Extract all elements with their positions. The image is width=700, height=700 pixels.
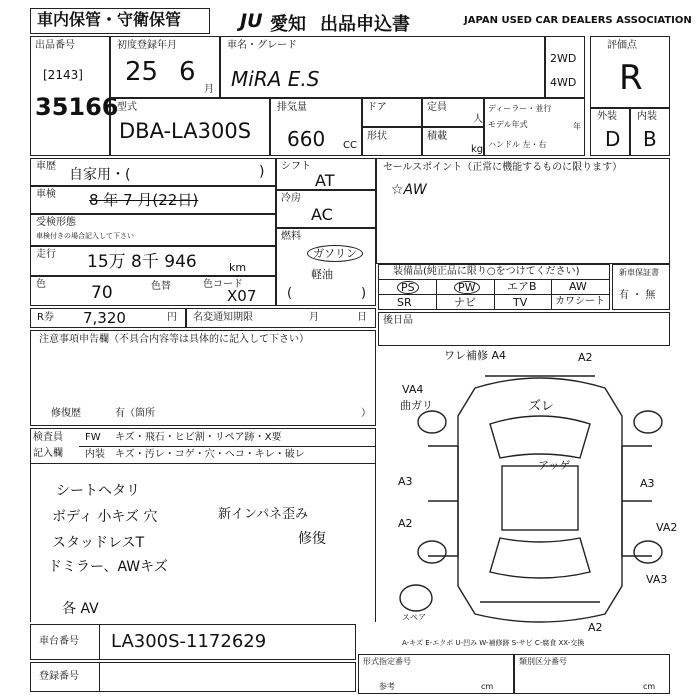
remark-5: 各 AV	[62, 601, 99, 617]
displacement-unit: CC	[343, 140, 357, 151]
recycle-box	[30, 308, 186, 328]
lot-number: 35166	[35, 93, 119, 121]
received-row	[30, 214, 276, 246]
rating-value: R	[619, 58, 643, 98]
windshield	[490, 416, 590, 458]
equipment-label: 装備品(純正品に限り○をつけてください)	[393, 266, 580, 277]
repair-value: 有（箇所	[115, 408, 155, 419]
notes-box	[30, 330, 376, 426]
fuel-paren: (	[287, 286, 293, 301]
capacity-unit: 人	[473, 114, 483, 125]
diagram-label-6: A3	[398, 475, 413, 488]
inspector-row2-items: キズ・汚レ・コゲ・穴・ヘコ・キレ・破レ	[115, 449, 305, 460]
dealer-label: ディーラー・並行	[488, 104, 552, 113]
remark-mid-1: 新インパネ歪み	[218, 507, 309, 522]
exterior-value: D	[605, 127, 621, 151]
model-value: DBA-LA300S	[119, 119, 252, 143]
inspection-label: 車検	[36, 189, 56, 200]
car-outline	[458, 378, 622, 622]
notice-label: 名変通知期限	[193, 312, 253, 323]
diagram-label-9: VA2	[656, 521, 678, 534]
inspector-label-1: 検査員	[33, 432, 63, 443]
equipment-airbag: エアB	[507, 280, 537, 293]
drive-box	[545, 36, 585, 98]
equipment-box	[378, 264, 610, 310]
equipment-sr: SR	[397, 296, 412, 309]
mileage-value: 15万 8千 946	[87, 252, 197, 272]
wheel-front-left	[418, 411, 446, 433]
warranty-box	[612, 264, 670, 310]
form-title: 出品申込書	[320, 14, 410, 35]
diagram-label-3: 曲ガリ	[400, 399, 433, 412]
bracket-no: [2143]	[43, 68, 83, 82]
inspection-row	[30, 186, 276, 214]
car-name-label: 車名・グレード	[227, 40, 297, 51]
notice-box	[186, 308, 376, 328]
repair-close: ）	[361, 408, 371, 419]
rating-mid-divider	[629, 107, 631, 155]
first-reg-month: 6	[179, 57, 196, 87]
ac-label: 冷房	[281, 193, 301, 204]
shift-value: AT	[315, 171, 335, 190]
chassis-label: 車台番号	[39, 636, 79, 647]
wheel-rear-left	[418, 541, 446, 563]
fuel-box	[276, 228, 376, 306]
post-item-label: 後日品	[383, 315, 413, 326]
ac-value: AC	[311, 205, 333, 224]
roof	[502, 466, 578, 530]
class-label: 類別区分番号	[519, 657, 567, 666]
wheel-rear-right	[634, 541, 662, 563]
rating-box	[590, 36, 670, 156]
received-label: 受検形態	[36, 217, 76, 228]
capacity-label: 定員	[427, 102, 447, 113]
equipment-col1	[436, 279, 437, 309]
class-cm: cm	[643, 682, 656, 691]
inspector-box	[30, 428, 376, 464]
recycle-unit: 円	[167, 312, 177, 323]
remark-2: ボディ 小キズ 穴	[52, 509, 158, 525]
inspector-divider	[79, 446, 375, 447]
diagram-label-10: VA3	[646, 573, 668, 586]
remark-mid-2: 修復	[298, 531, 326, 547]
ju-logo: JU	[240, 10, 263, 32]
inspector-row1-label: FW	[85, 432, 101, 443]
model-label: 型式	[117, 102, 137, 113]
notice-month-unit: 月	[309, 312, 319, 323]
inspection-value: 8 年 7 月(22日)	[89, 191, 199, 209]
equipment-aw: AW	[569, 280, 587, 293]
fuel-gas: ガソリン	[307, 245, 363, 262]
diagram-label-8: A3	[640, 477, 655, 490]
warranty-value: 有 ・ 無	[619, 290, 656, 301]
storage-title: 車内保管・守衛保管	[37, 10, 182, 29]
first-reg-unit: 月	[204, 84, 214, 95]
history-label: 車歴	[36, 161, 56, 172]
mileage-unit: km	[229, 261, 247, 274]
first-reg-year: 25	[125, 57, 159, 87]
model-year-unit: 年	[573, 122, 581, 131]
type-ref: 参考	[379, 682, 395, 691]
sales-point-value: ☆AW	[391, 182, 427, 198]
door-label: ドア	[367, 102, 387, 113]
displacement-value: 660	[287, 127, 326, 151]
drive-4wd: 4WD	[550, 76, 577, 89]
color-label: 色	[36, 279, 46, 290]
inspector-label-2: 記入欄	[33, 448, 63, 459]
car-diagram	[390, 346, 690, 646]
mileage-row	[30, 246, 276, 276]
diagram-label-2: VA4	[402, 383, 424, 396]
exterior-label: 外装	[597, 111, 617, 122]
chassis-box	[30, 624, 356, 660]
warranty-label: 新車保証書	[619, 268, 659, 277]
registration-label: 登録番号	[39, 671, 79, 682]
history-close: )	[259, 164, 265, 180]
org-name: 愛知	[270, 14, 306, 35]
equipment-col2	[494, 279, 495, 309]
interior-value: B	[643, 127, 657, 151]
history-row	[30, 158, 276, 186]
car-name-value: MiRA E.S	[231, 67, 320, 91]
recycle-label: R券	[37, 312, 54, 323]
mileage-label: 走行	[36, 249, 56, 260]
load-unit: kg	[471, 144, 484, 155]
equipment-tv: TV	[513, 296, 528, 309]
ac-box	[276, 190, 376, 228]
chassis-value: LA300S-1172629	[111, 631, 267, 652]
post-item-box	[378, 312, 670, 346]
fuel-label: 燃料	[281, 231, 301, 242]
recycle-value: 7,320	[83, 309, 126, 327]
chassis-divider	[99, 625, 100, 659]
notes-label: 注意事項申告欄（不具合内容等は具体的に記入して下さい）	[39, 334, 309, 345]
dealer-box	[484, 98, 585, 156]
wheel-front-right	[634, 411, 662, 433]
handle-label: ハンドル 左・右	[488, 140, 547, 149]
shift-box	[276, 158, 376, 190]
storage-title-box	[30, 8, 210, 34]
shape-box	[362, 127, 422, 156]
model-box	[110, 98, 270, 156]
shift-label: シフト	[281, 161, 311, 172]
equipment-ps: PS	[397, 281, 419, 294]
first-reg-box	[110, 36, 220, 98]
equipment-seat: カワシート	[555, 296, 605, 307]
door-box	[362, 98, 422, 127]
sales-point-box	[376, 158, 670, 264]
diagram-label-0: ワレ補修 A4	[444, 349, 507, 362]
diagram-legend: A-キズ E-エクボ U-凹み W-補修跡 S-サビ C-腐食 XX-交換	[402, 639, 585, 647]
rating-label: 評価点	[607, 40, 637, 51]
repair-label: 修復歴	[51, 408, 81, 419]
type-box	[358, 654, 514, 694]
inspector-row2-label: 内装	[85, 449, 105, 460]
registration-box	[30, 662, 356, 692]
diagram-label-11: A2	[588, 621, 603, 634]
diagram-label-1: A2	[578, 351, 593, 364]
capacity-box	[422, 98, 484, 127]
lot-label: 出品番号	[35, 40, 75, 51]
car-name-box	[220, 36, 545, 98]
diagram-label-5: アッゲ	[538, 459, 571, 472]
color-value: 70	[91, 283, 113, 303]
color-change-label: 色替	[151, 281, 171, 292]
drive-2wd: 2WD	[550, 52, 577, 65]
shape-label: 形状	[367, 131, 387, 142]
class-box	[514, 654, 670, 694]
equipment-pw: PW	[454, 281, 480, 294]
type-label: 形式指定番号	[363, 657, 411, 666]
diagram-label-7: A2	[398, 517, 413, 530]
fuel-diesel: 軽油	[311, 268, 333, 281]
color-code-value: X07	[227, 287, 257, 305]
remark-3: スタッドレスT	[52, 535, 145, 551]
load-box	[422, 127, 484, 156]
registration-divider	[99, 663, 100, 691]
fuel-paren-close: )	[361, 286, 367, 301]
load-label: 積載	[427, 131, 447, 142]
remark-1: シートヘタリ	[56, 483, 140, 499]
equipment-col3	[551, 279, 552, 309]
color-row	[30, 276, 276, 306]
equipment-navi: ナビ	[454, 296, 476, 309]
lot-box	[30, 36, 119, 156]
notice-day-unit: 日	[357, 312, 367, 323]
first-reg-label: 初度登録年月	[117, 40, 177, 51]
displacement-box	[270, 98, 362, 156]
diagram-label-4: ズレ	[528, 399, 555, 414]
history-value: 自家用・(	[69, 167, 131, 183]
spare-label: スペア	[402, 613, 426, 622]
color-code-label: 色コード	[203, 279, 243, 290]
spare-tire	[400, 585, 432, 611]
received-note: 車検付きの場合記入して下さい	[36, 232, 134, 240]
model-year-label: モデル年式	[488, 120, 528, 129]
remark-4: ドミラー、AWキズ	[48, 559, 168, 575]
type-cm: cm	[481, 682, 494, 691]
rear-window	[490, 538, 590, 578]
association-name: JAPAN USED CAR DEALERS ASSOCIATION	[464, 15, 692, 26]
inspector-row1-items: キズ・飛石・ヒビ割・リペア跡・X要	[115, 432, 282, 443]
interior-label: 内装	[637, 111, 657, 122]
displacement-label: 排気量	[277, 102, 307, 113]
sales-point-label: セールスポイント（正常に機能するものに限ります）	[383, 162, 623, 173]
